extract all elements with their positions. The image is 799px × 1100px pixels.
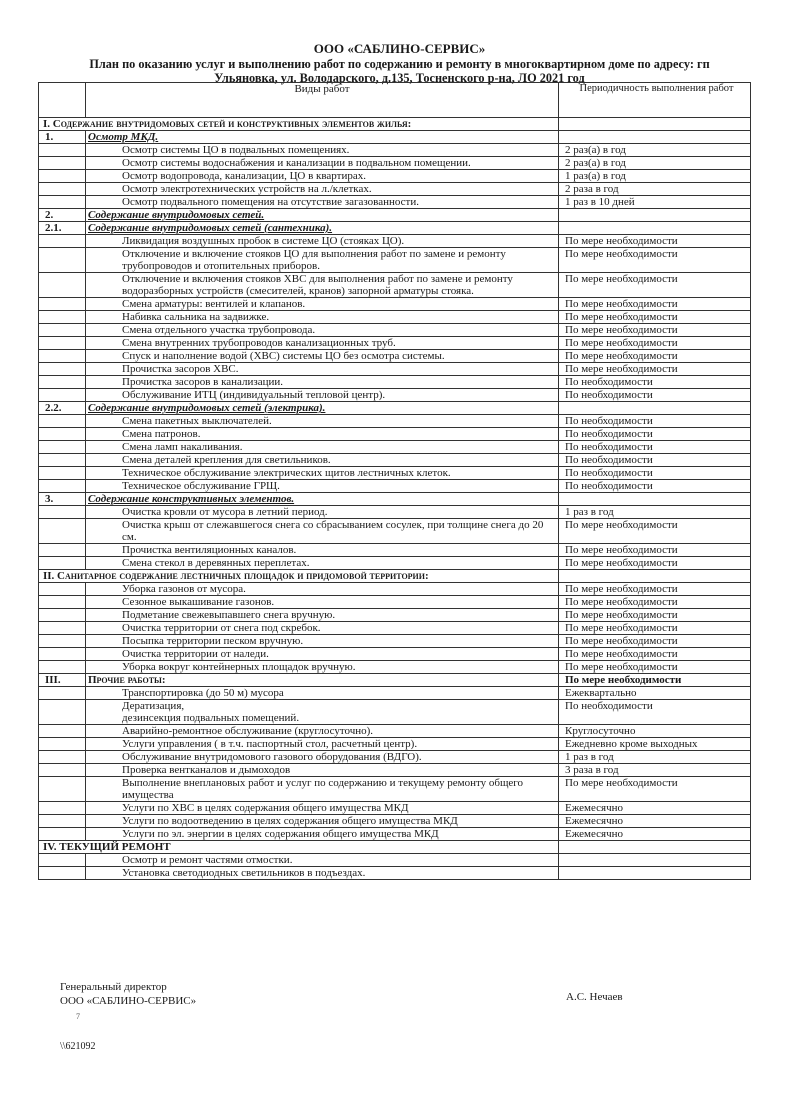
table-row: [39, 661, 751, 674]
table-row: [39, 376, 751, 389]
row-work-cell: Осмотр системы водоснабжения и канализации в подвальном помещении.: [86, 157, 559, 170]
row-work-cell: Техническое обслуживание электрических щитов лестничных клеток.: [86, 467, 559, 480]
row-work-cell: Выполнение внеплановых работ и услуг по содержанию и текущему ремонту общего имущества: [86, 777, 559, 802]
row-number-cell: [39, 609, 86, 622]
row-work-cell: Содержание внутридомовых сетей (сантехника).: [86, 222, 559, 235]
row-period-cell: [559, 493, 751, 506]
group-row: [39, 493, 751, 506]
row-period-cell: [559, 131, 751, 144]
row-period-cell: [559, 867, 751, 880]
row-number-cell: [39, 802, 86, 815]
table-row: [39, 389, 751, 402]
row-work-cell: IV. ТЕКУЩИЙ РЕМОНТ: [39, 841, 559, 854]
table-row: [39, 506, 751, 519]
row-work-cell: Осмотр подвального помещения на отсутствие загазованности.: [86, 196, 559, 209]
row-number-cell: [39, 751, 86, 764]
row-period-cell: 2 раза в год: [559, 183, 751, 196]
company-name: ООО «САБЛИНО-СЕРВИС»: [313, 41, 486, 56]
row-work-cell: Отключение и включения стояков ХВС для выполнения работ по замене и ремонту водоразборных устройств (смесителей, кранов) запорной арматуры стояка.: [86, 273, 559, 298]
row-period-cell: Круглосуточно: [559, 725, 751, 738]
row-work-cell: Осмотр и ремонт частями отмостки.: [86, 854, 559, 867]
row-period-cell: [559, 854, 751, 867]
row-number-cell: [39, 815, 86, 828]
row-number-cell: [39, 454, 86, 467]
row-work-cell: Подметание свежевыпавшего снега вручную.: [86, 609, 559, 622]
table-row: [39, 337, 751, 350]
row-number-cell: [39, 441, 86, 454]
row-work-cell: Содержание конструктивных элементов.: [86, 493, 559, 506]
table-row: [39, 454, 751, 467]
row-period-cell: По мере необходимости: [559, 544, 751, 557]
row-work-cell: Прочистка засоров в канализации.: [86, 376, 559, 389]
row-period-cell: По мере необходимости: [559, 674, 751, 687]
row-number-cell: [39, 235, 86, 248]
table-row: [39, 157, 751, 170]
row-work-cell: Осмотр электротехнических устройств на л./клетках.: [86, 183, 559, 196]
row-period-cell: [559, 402, 751, 415]
row-work-cell: II. Санитарное содержание лестничных площадок и придомовой территории:: [39, 570, 559, 583]
row-number-cell: [39, 324, 86, 337]
table-row: [39, 480, 751, 493]
table-row: [39, 350, 751, 363]
row-period-cell: По мере необходимости: [559, 311, 751, 324]
row-work-cell: Очистка кровли от мусора в летний период.: [86, 506, 559, 519]
table-row: [39, 311, 751, 324]
row-number-cell: 1.: [39, 131, 86, 144]
header-number-cell: [39, 83, 86, 118]
row-work-cell: Смена деталей крепления для светильников.: [86, 454, 559, 467]
row-period-cell: По мере необходимости: [559, 661, 751, 674]
row-number-cell: [39, 480, 86, 493]
table-row: [39, 609, 751, 622]
row-work-cell: Очистка крыш от слежавшегося снега со сбрасыванием сосулек, при толщине снега до 20 см.: [86, 519, 559, 544]
row-period-cell: По необходимости: [559, 700, 751, 725]
table-row: [39, 815, 751, 828]
row-work-cell: Содержание внутридомовых сетей (электрика).: [86, 402, 559, 415]
row-work-cell: Услуги по водоотведению в целях содержания общего имущества МКД: [86, 815, 559, 828]
table-row: [39, 777, 751, 802]
row-number-cell: [39, 557, 86, 570]
table-row: [39, 583, 751, 596]
services-plan-table: [38, 82, 751, 880]
row-period-cell: По мере необходимости: [559, 273, 751, 298]
row-number-cell: [39, 144, 86, 157]
row-number-cell: [39, 157, 86, 170]
row-period-cell: По мере необходимости: [559, 648, 751, 661]
row-work-cell: Уборка газонов от мусора.: [86, 583, 559, 596]
row-period-cell: По необходимости: [559, 428, 751, 441]
row-number-cell: [39, 298, 86, 311]
row-number-cell: [39, 596, 86, 609]
row-number-cell: 2.1.: [39, 222, 86, 235]
signer-company: ООО «САБЛИНО-СЕРВИС»: [60, 995, 197, 1007]
section-row: [39, 570, 751, 583]
table-row: [39, 248, 751, 273]
row-period-cell: 1 раз в год: [559, 506, 751, 519]
row-work-cell: Обслуживание ИТЦ (индивидуальный тепловой центр).: [86, 389, 559, 402]
row-number-cell: [39, 738, 86, 751]
table-row: [39, 751, 751, 764]
row-period-cell: По необходимости: [559, 441, 751, 454]
row-period-cell: По мере необходимости: [559, 337, 751, 350]
table-row: [39, 622, 751, 635]
row-work-cell: I. Содержание внутридомовых сетей и конструктивных элементов жилья:: [39, 118, 559, 131]
row-number-cell: [39, 467, 86, 480]
row-period-cell: По мере необходимости: [559, 622, 751, 635]
plan-title-line2: Ульяновка, ул. Володарского, д.135, Тосненского р-на, ЛО 2021 год: [214, 71, 585, 85]
row-number-cell: [39, 583, 86, 596]
table-row: [39, 867, 751, 880]
header-work-cell: Виды работ: [86, 83, 559, 118]
row-period-cell: По мере необходимости: [559, 324, 751, 337]
row-period-cell: 2 раз(а) в год: [559, 144, 751, 157]
row-period-cell: По мере необходимости: [559, 557, 751, 570]
row-period-cell: Ежемесячно: [559, 815, 751, 828]
table-row: [39, 170, 751, 183]
row-period-cell: [559, 209, 751, 222]
table-row: [39, 854, 751, 867]
row-work-cell: Техническое обслуживание ГРЩ.: [86, 480, 559, 493]
row-period-cell: По мере необходимости: [559, 363, 751, 376]
row-period-cell: По мере необходимости: [559, 635, 751, 648]
row-number-cell: [39, 389, 86, 402]
table-row: [39, 635, 751, 648]
row-number-cell: [39, 506, 86, 519]
row-number-cell: [39, 635, 86, 648]
table-row: [39, 441, 751, 454]
row-work-cell: Сезонное выкашивание газонов.: [86, 596, 559, 609]
table-row: [39, 687, 751, 700]
table-row: [39, 519, 751, 544]
row-work-cell: Спуск и наполнение водой (ХВС) системы ЦО без осмотра системы.: [86, 350, 559, 363]
table-row: [39, 544, 751, 557]
signer-position: Генеральный директор: [60, 981, 167, 993]
row-period-cell: По необходимости: [559, 480, 751, 493]
table-row: [39, 415, 751, 428]
group-row: [39, 402, 751, 415]
row-work-cell: Услуги по ХВС в целях содержания общего имущества МКД: [86, 802, 559, 815]
section-row: [39, 674, 751, 687]
row-work-cell: Посыпка территории песком вручную.: [86, 635, 559, 648]
row-number-cell: 3.: [39, 493, 86, 506]
row-number-cell: [39, 828, 86, 841]
table-row: [39, 648, 751, 661]
table-row: [39, 298, 751, 311]
row-work-cell: Обслуживание внутридомового газового оборудования (ВДГО).: [86, 751, 559, 764]
row-work-cell: Осмотр МКД.: [86, 131, 559, 144]
signature-block: [60, 980, 196, 1008]
row-number-cell: [39, 854, 86, 867]
row-period-cell: 1 раз в год: [559, 751, 751, 764]
row-number-cell: [39, 248, 86, 273]
row-number-cell: [39, 363, 86, 376]
row-work-cell: Набивка сальника на задвижке.: [86, 311, 559, 324]
row-period-cell: По мере необходимости: [559, 609, 751, 622]
group-row: [39, 131, 751, 144]
plan-title-line1: План по оказанию услуг и выполнению работ по содержанию и ремонту в многоквартирном доме по адресу: гп: [89, 57, 710, 71]
row-number-cell: [39, 764, 86, 777]
section-row: [39, 841, 751, 854]
row-period-cell: По мере необходимости: [559, 583, 751, 596]
row-work-cell: Ликвидация воздушных пробок в системе ЦО (стояках ЦО).: [86, 235, 559, 248]
row-work-cell: Прочистка вентиляционных каналов.: [86, 544, 559, 557]
row-number-cell: [39, 428, 86, 441]
row-work-cell: Смена пакетных выключателей.: [86, 415, 559, 428]
row-number-cell: [39, 196, 86, 209]
row-work-cell: Смена отдельного участка трубопровода.: [86, 324, 559, 337]
row-work-cell: Отключение и включение стояков ЦО для выполнения работ по замене и ремонту трубопроводов и отопительных приборов.: [86, 248, 559, 273]
row-work-cell: Прочие работы:: [86, 674, 559, 687]
row-period-cell: Ежедневно кроме выходных: [559, 738, 751, 751]
row-number-cell: [39, 661, 86, 674]
table-row: [39, 828, 751, 841]
row-number-cell: [39, 311, 86, 324]
table-row: [39, 596, 751, 609]
row-work-cell: Дератизация, дезинсекция подвальных помещений.: [86, 700, 559, 725]
row-period-cell: 2 раз(а) в год: [559, 157, 751, 170]
row-period-cell: Ежемесячно: [559, 828, 751, 841]
row-work-cell: Осмотр системы ЦО в подвальных помещениях.: [86, 144, 559, 157]
table-row: [39, 324, 751, 337]
row-period-cell: По мере необходимости: [559, 777, 751, 802]
row-period-cell: 1 раз(а) в год: [559, 170, 751, 183]
table-row: [39, 183, 751, 196]
row-period-cell: По мере необходимости: [559, 596, 751, 609]
document-header: [30, 42, 769, 85]
header-period-cell: Периодичность выполнения работ: [559, 83, 751, 118]
row-number-cell: [39, 519, 86, 544]
table-row: [39, 802, 751, 815]
row-number-cell: [39, 622, 86, 635]
signer-name: А.С. Нечаев: [566, 991, 623, 1003]
row-number-cell: 2.2.: [39, 402, 86, 415]
section-row: [39, 118, 751, 131]
row-work-cell: Смена патронов.: [86, 428, 559, 441]
table-row: [39, 725, 751, 738]
row-number-cell: [39, 183, 86, 196]
row-period-cell: [559, 118, 751, 131]
row-period-cell: 1 раз в 10 дней: [559, 196, 751, 209]
row-work-cell: Установка светодиодных светильников в подъездах.: [86, 867, 559, 880]
row-period-cell: Ежемесячно: [559, 802, 751, 815]
row-period-cell: [559, 570, 751, 583]
row-work-cell: Очистка территории от снега под скребок.: [86, 622, 559, 635]
table-row: [39, 467, 751, 480]
row-period-cell: По мере необходимости: [559, 350, 751, 363]
row-number-cell: [39, 350, 86, 363]
row-period-cell: По необходимости: [559, 415, 751, 428]
row-period-cell: По необходимости: [559, 454, 751, 467]
row-work-cell: Смена арматуры: вентилей и клапанов.: [86, 298, 559, 311]
table-row: [39, 235, 751, 248]
table-row: [39, 764, 751, 777]
row-work-cell: Смена стекол в деревянных переплетах.: [86, 557, 559, 570]
row-work-cell: Услуги управления ( в т.ч. паспортный стол, расчетный центр).: [86, 738, 559, 751]
row-work-cell: Смена внутренних трубопроводов канализационных труб.: [86, 337, 559, 350]
row-period-cell: По мере необходимости: [559, 248, 751, 273]
row-period-cell: 3 раза в год: [559, 764, 751, 777]
row-period-cell: [559, 841, 751, 854]
row-number-cell: [39, 415, 86, 428]
row-work-cell: Осмотр водопровода, канализации, ЦО в квартирах.: [86, 170, 559, 183]
group-row: [39, 209, 751, 222]
row-work-cell: Услуги по эл. энергии в целях содержания общего имущества МКД: [86, 828, 559, 841]
row-number-cell: [39, 700, 86, 725]
row-number-cell: [39, 687, 86, 700]
row-period-cell: По необходимости: [559, 376, 751, 389]
table-header-row: [39, 83, 751, 118]
row-period-cell: По необходимости: [559, 389, 751, 402]
row-work-cell: Транспортировка (до 50 м) мусора: [86, 687, 559, 700]
row-work-cell: Смена ламп накаливания.: [86, 441, 559, 454]
row-work-cell: Прочистка засоров ХВС.: [86, 363, 559, 376]
row-number-cell: 2.: [39, 209, 86, 222]
document-number: \\621092: [60, 1041, 96, 1052]
row-work-cell: Уборка вокруг контейнерных площадок вручную.: [86, 661, 559, 674]
row-number-cell: [39, 725, 86, 738]
row-period-cell: [559, 222, 751, 235]
table-row: [39, 738, 751, 751]
row-period-cell: По мере необходимости: [559, 235, 751, 248]
row-work-cell: Проверка вентканалов и дымоходов: [86, 764, 559, 777]
table-row: [39, 557, 751, 570]
row-number-cell: [39, 376, 86, 389]
page-mark: 7: [76, 1012, 80, 1021]
row-number-cell: [39, 544, 86, 557]
row-work-cell: Содержание внутридомовых сетей.: [86, 209, 559, 222]
table-row: [39, 273, 751, 298]
table-row: [39, 428, 751, 441]
row-period-cell: Ежеквартально: [559, 687, 751, 700]
group-row: [39, 222, 751, 235]
row-work-cell: Очистка территории от наледи.: [86, 648, 559, 661]
row-number-cell: [39, 648, 86, 661]
table-row: [39, 700, 751, 725]
row-period-cell: По мере необходимости: [559, 298, 751, 311]
table-row: [39, 196, 751, 209]
table-row: [39, 144, 751, 157]
row-number-cell: [39, 867, 86, 880]
table-row: [39, 363, 751, 376]
row-number-cell: [39, 337, 86, 350]
row-number-cell: [39, 273, 86, 298]
row-number-cell: III.: [39, 674, 86, 687]
row-work-cell: Аварийно-ремонтное обслуживание (круглосуточно).: [86, 725, 559, 738]
row-number-cell: [39, 777, 86, 802]
row-period-cell: По необходимости: [559, 467, 751, 480]
row-number-cell: [39, 170, 86, 183]
row-period-cell: По мере необходимости: [559, 519, 751, 544]
